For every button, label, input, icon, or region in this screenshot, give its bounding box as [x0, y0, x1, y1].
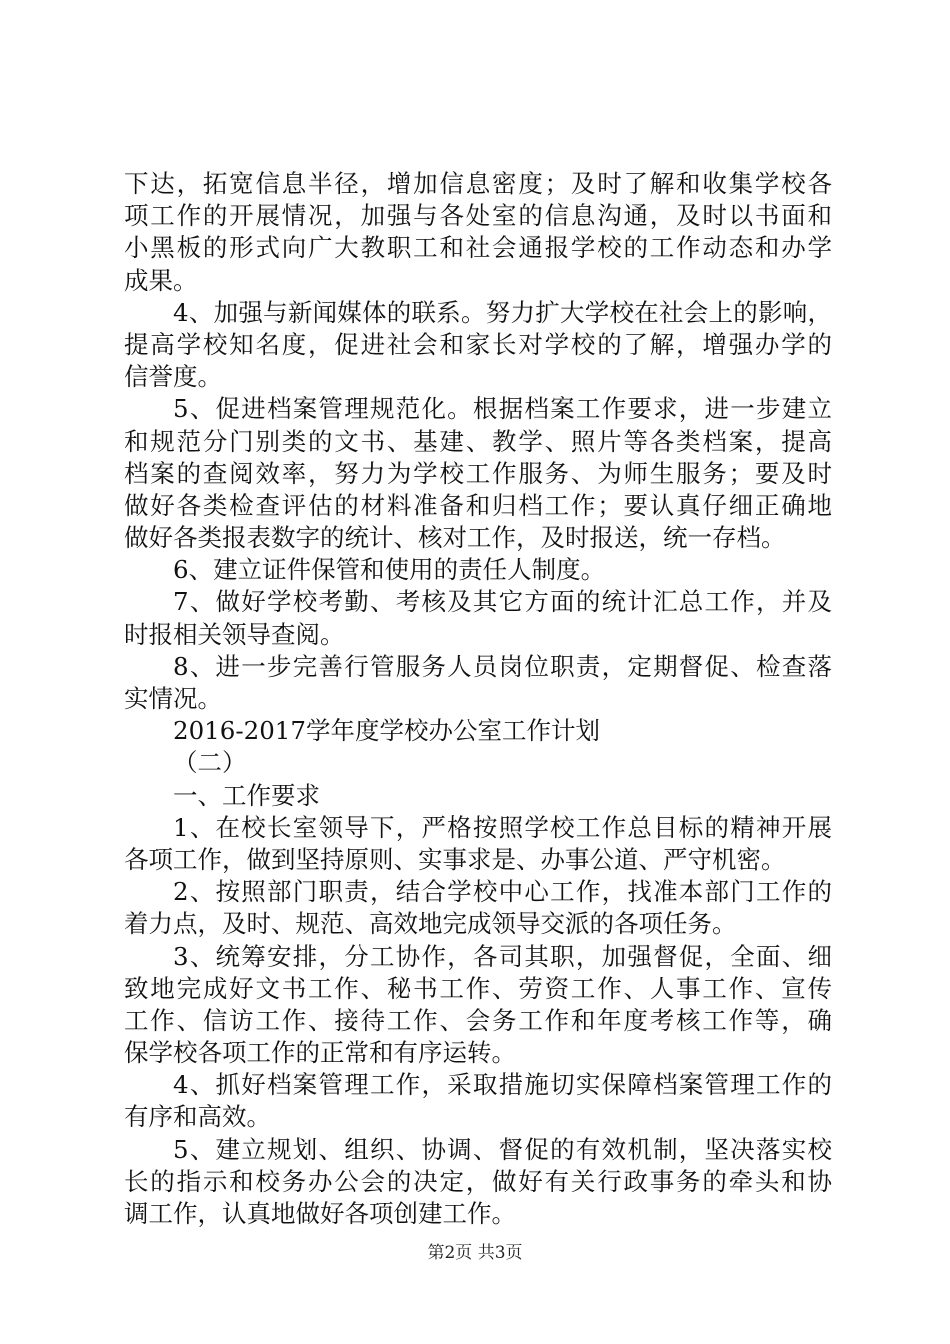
requirement-1-line: 1、在校长室领导下，严格按照学校工作总目标的精神开展 [173, 812, 832, 842]
text-line: 工作、信访工作、接待工作、会务工作和年度考核工作等，确 [124, 1005, 832, 1035]
text-line: 各项工作，做到坚持原则、实事求是、办事公道、严守机密。 [124, 844, 786, 874]
text-line: 致地完成好文书工作、秘书工作、劳资工作、人事工作、宣传 [124, 973, 832, 1003]
text-line: 档案的查阅效率，努力为学校工作服务、为师生服务；要及时 [124, 458, 832, 488]
section-subtitle: （二） [173, 748, 247, 778]
text-line: 有序和高效。 [124, 1102, 271, 1132]
document-body [124, 168, 832, 1230]
page-footer: 第2页 共3页 [427, 1243, 523, 1263]
text-line: 保学校各项工作的正常和有序运转。 [124, 1038, 516, 1068]
requirement-4-line: 4、抓好档案管理工作，采取措施切实保障档案管理工作的 [173, 1070, 832, 1100]
text-line: 小黑板的形式向广大教职工和社会通报学校的工作动态和办学 [124, 233, 832, 263]
text-line: 下达，拓宽信息半径，增加信息密度；及时了解和收集学校各 [124, 169, 832, 198]
text-line: 实情况。 [124, 684, 222, 713]
text-line: 和规范分门别类的文书、基建、教学、照片等各类档案，提高 [124, 426, 832, 456]
section-title: 2016-2017学年度学校办公室工作计划 [173, 716, 600, 746]
text-line: 做好各类报表数字的统计、核对工作，及时报送，统一存档。 [124, 523, 786, 553]
paragraph-6-line: 6、建立证件保管和使用的责任人制度。 [173, 555, 606, 585]
paragraph-4-line: 4、加强与新闻媒体的联系。努力扩大学校在社会上的影响， [173, 297, 832, 327]
paragraph-7-line: 7、做好学校考勤、考核及其它方面的统计汇总工作，并及 [173, 587, 832, 617]
text-line: 调工作，认真地做好各项创建工作。 [124, 1199, 516, 1228]
text-line: 成果。 [124, 265, 198, 295]
text-line: 时报相关领导查阅。 [124, 619, 345, 649]
section-heading: 一、工作要求 [173, 780, 320, 810]
text-line: 提高学校知名度，促进社会和家长对学校的了解，增强办学的 [124, 329, 832, 359]
paragraph-5-line: 5、促进档案管理规范化。根据档案工作要求，进一步建立 [173, 394, 832, 424]
requirement-3-line: 3、统筹安排，分工协作，各司其职，加强督促，全面、细 [173, 941, 832, 971]
paragraph-8-line: 8、进一步完善行管服务人员岗位职责，定期督促、检查落 [173, 651, 832, 681]
text-line: 做好各类检查评估的材料准备和归档工作；要认真仔细正确地 [124, 490, 832, 520]
requirement-2-line: 2、按照部门职责，结合学校中心工作，找准本部门工作的 [173, 877, 832, 907]
text-line: 着力点，及时、规范、高效地完成领导交派的各项任务。 [124, 909, 737, 939]
requirement-5-line: 5、建立规划、组织、协调、督促的有效机制，坚决落实校 [173, 1134, 832, 1164]
text-line: 长的指示和校务办公会的决定，做好有关行政事务的牵头和协 [124, 1166, 832, 1196]
text-line: 项工作的开展情况，加强与各处室的信息沟通，及时以书面和 [124, 201, 832, 231]
text-line: 信誉度。 [124, 362, 222, 392]
